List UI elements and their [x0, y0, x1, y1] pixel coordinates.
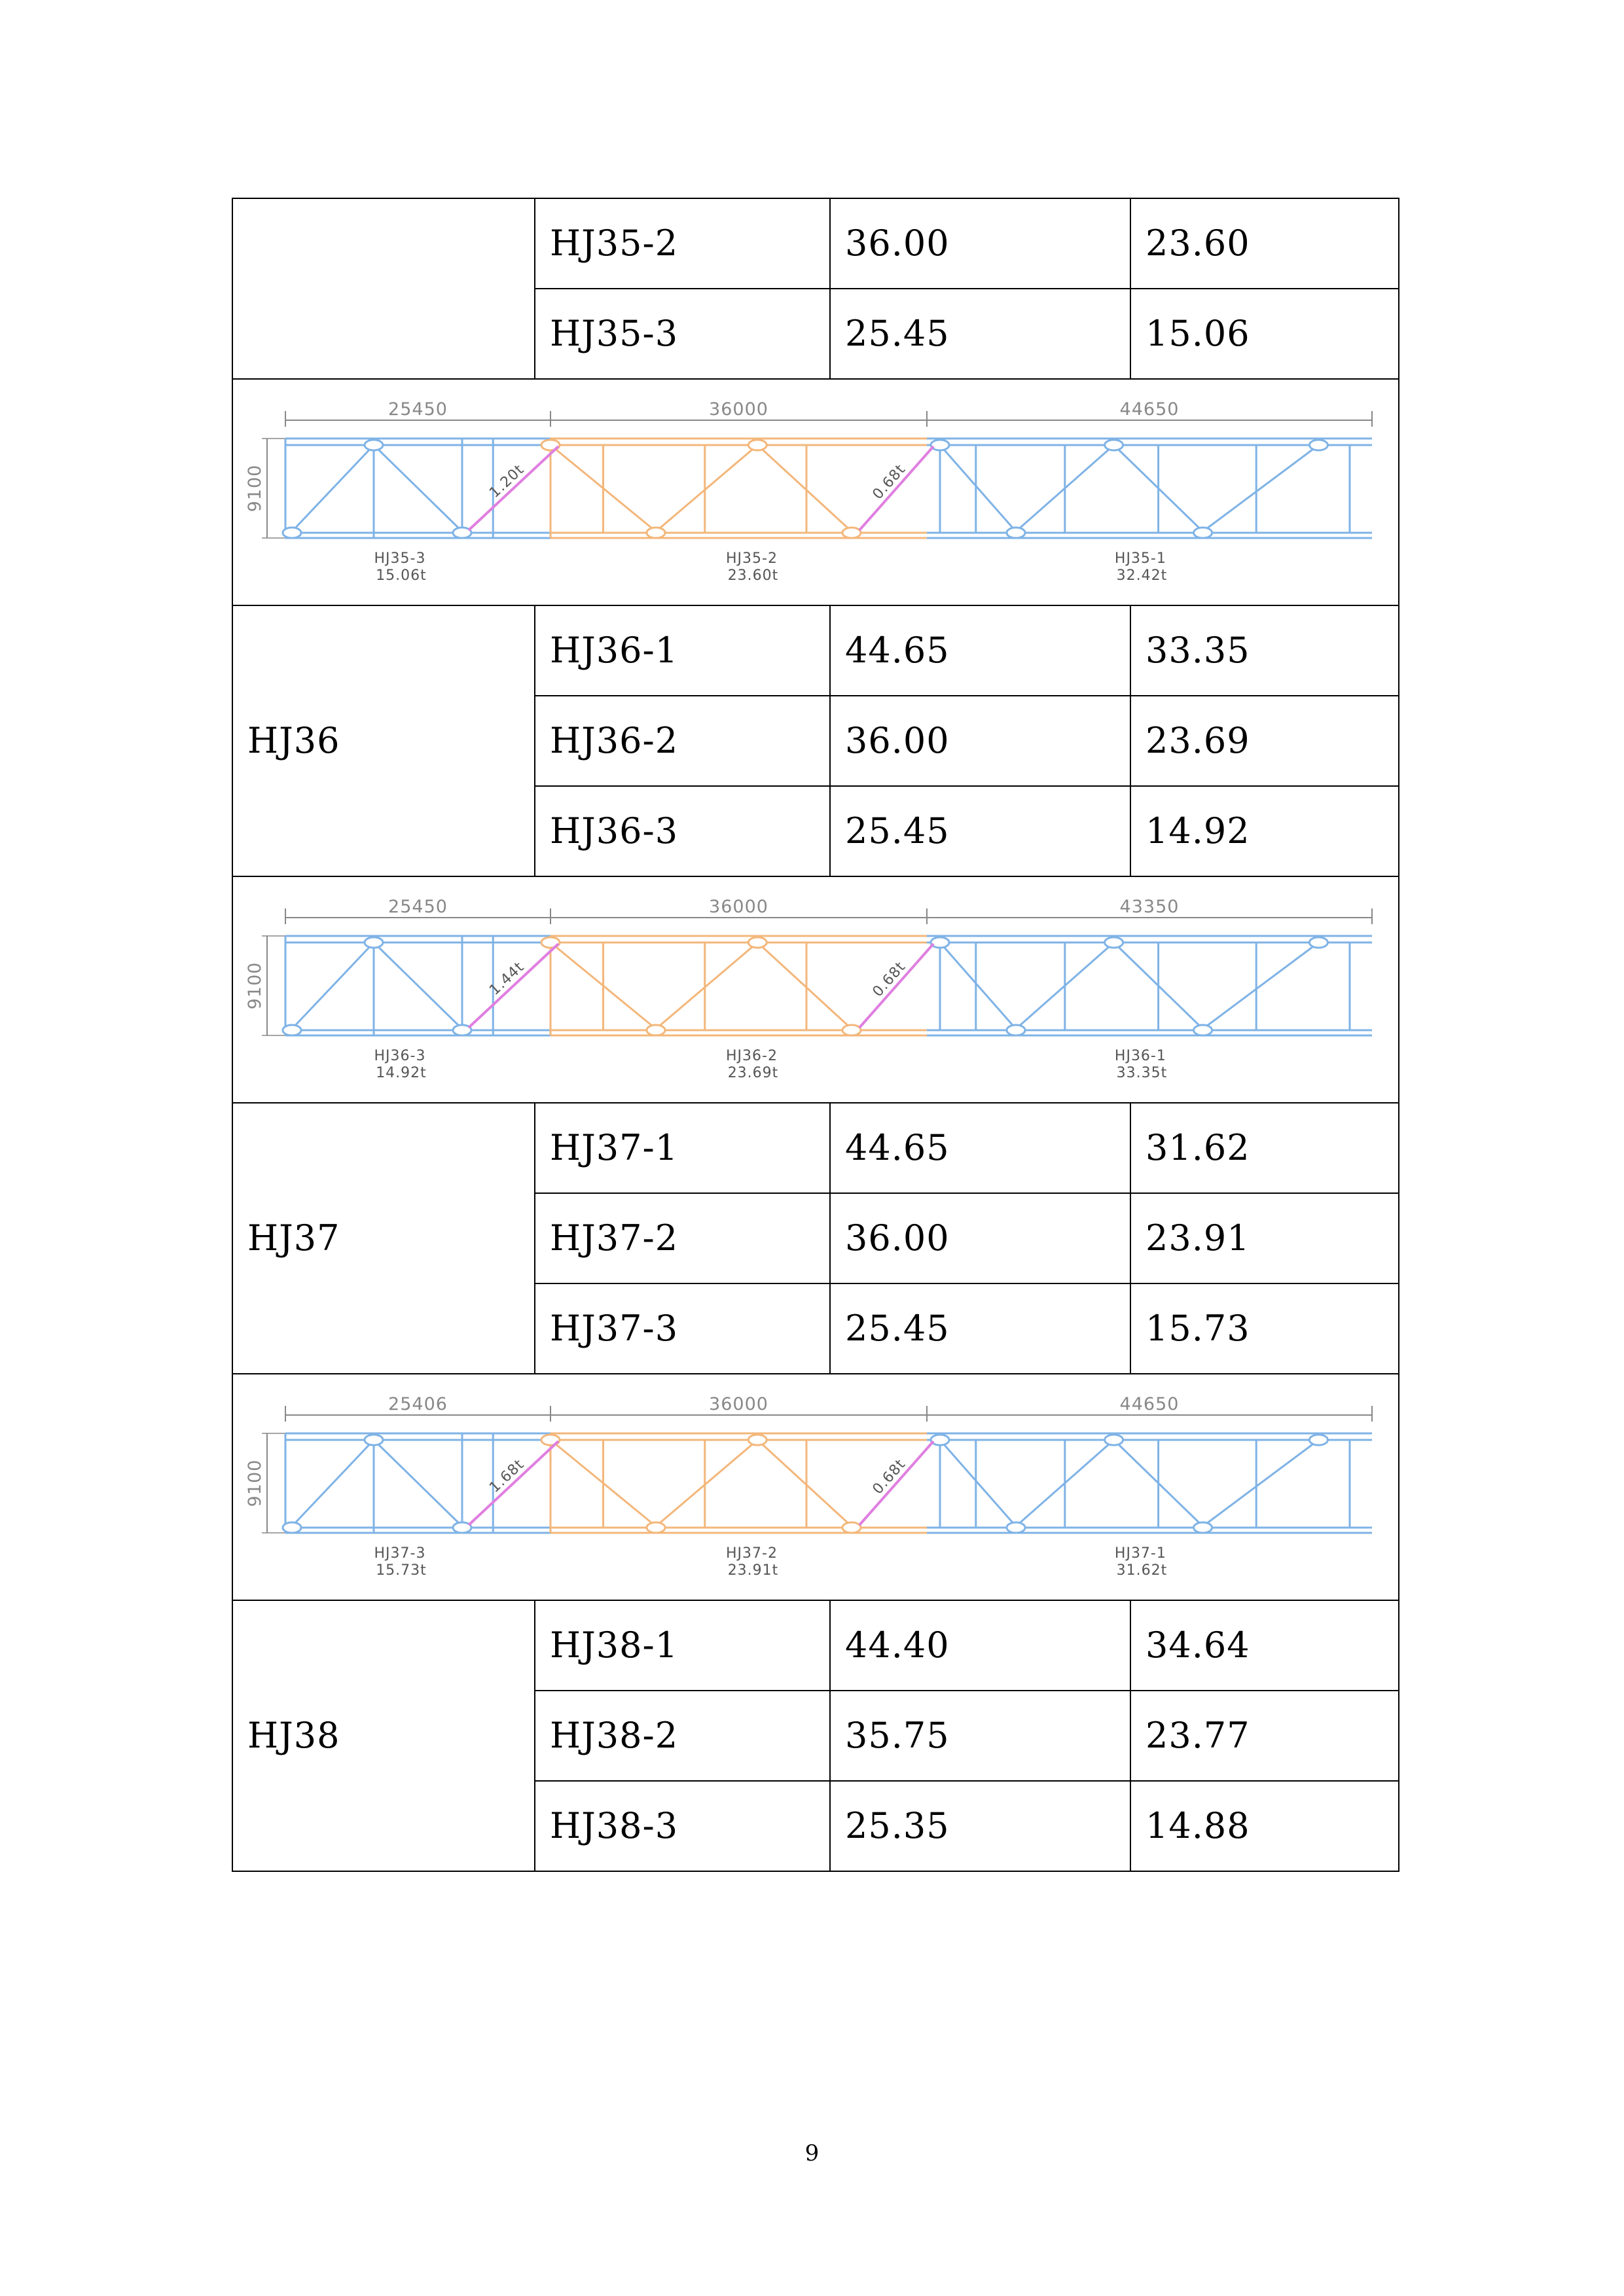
truss-node: [842, 1522, 861, 1533]
segment-label: HJ36-2: [726, 1048, 778, 1064]
weight-cell: 15.06: [1130, 289, 1399, 379]
diagram-row: [232, 1374, 1399, 1600]
truss-segment: [927, 439, 1372, 538]
truss-node: [931, 440, 949, 450]
group-cell: HJ38: [232, 1600, 535, 1871]
segment-name-cell: HJ38-1: [535, 1600, 830, 1691]
group-cell: [232, 198, 535, 379]
segment-weight-label: 23.69t: [727, 1065, 779, 1081]
truss-diagram: [233, 380, 1398, 605]
truss-segment: [927, 936, 1372, 1035]
connector-member: [469, 1441, 558, 1525]
segment-weight-label: 23.60t: [727, 567, 779, 584]
truss-node: [748, 937, 767, 948]
diagonal-member: [292, 942, 374, 1029]
truss-node: [931, 1435, 949, 1445]
page-number: 9: [804, 2140, 820, 2166]
diagonal-member: [656, 942, 757, 1029]
length-cell: 25.45: [830, 289, 1130, 379]
truss-node: [931, 937, 949, 948]
truss-node: [842, 528, 861, 538]
diagonal-member: [656, 1440, 757, 1526]
connector-member: [859, 446, 933, 530]
span-dimension-label: 25450: [388, 399, 448, 420]
segment-label: HJ36-3: [374, 1048, 426, 1064]
table-row: [232, 198, 1399, 289]
length-cell: 44.40: [830, 1600, 1130, 1691]
segment-label: HJ36-1: [1114, 1048, 1166, 1064]
weight-cell: 23.60: [1130, 198, 1399, 289]
segment-weight-label: 15.73t: [376, 1562, 427, 1579]
truss-node: [1105, 937, 1123, 948]
span-dimension-label: 25406: [388, 1394, 448, 1414]
segment-name-cell: HJ35-3: [535, 289, 830, 379]
truss-node: [283, 1025, 301, 1035]
truss-node: [1309, 1435, 1327, 1445]
truss-node: [1194, 1522, 1212, 1533]
truss-segment: [550, 936, 927, 1035]
segment-weight-label: 14.92t: [376, 1065, 427, 1081]
diagonal-member: [757, 942, 852, 1029]
span-dimension-label: 36000: [709, 399, 768, 420]
segment-name-cell: HJ37-2: [535, 1193, 830, 1283]
truss-node: [1309, 440, 1327, 450]
truss-node: [283, 528, 301, 538]
diagonal-member: [374, 1440, 462, 1526]
diagonal-member: [374, 942, 462, 1029]
length-cell: 25.35: [830, 1781, 1130, 1871]
truss-node: [647, 528, 665, 538]
truss-segment: [550, 439, 927, 538]
segment-name-cell: HJ38-2: [535, 1691, 830, 1781]
diagram-row: [232, 379, 1399, 605]
truss-node: [1105, 1435, 1123, 1445]
span-dimension-label: 43350: [1119, 897, 1180, 917]
connector-weight-label: 1.44t: [486, 958, 528, 999]
segment-weight-label: 23.91t: [727, 1562, 779, 1579]
length-cell: 36.00: [830, 198, 1130, 289]
length-cell: 35.75: [830, 1691, 1130, 1781]
truss-node: [748, 440, 767, 450]
segment-weight-label: 32.42t: [1116, 567, 1168, 584]
weight-cell: 31.62: [1130, 1103, 1399, 1193]
segment-name-cell: HJ38-3: [535, 1781, 830, 1871]
length-cell: 36.00: [830, 696, 1130, 786]
segment-name-cell: HJ37-3: [535, 1283, 830, 1374]
weight-cell: 23.91: [1130, 1193, 1399, 1283]
truss-node: [1194, 528, 1212, 538]
span-dimension-label: 44650: [1119, 1394, 1180, 1414]
segment-name-cell: HJ35-2: [535, 198, 830, 289]
group-cell: HJ36: [232, 605, 535, 876]
diagonal-member: [292, 1440, 374, 1526]
segment-name-cell: HJ36-1: [535, 605, 830, 696]
length-cell: 36.00: [830, 1193, 1130, 1283]
truss-node: [647, 1025, 665, 1035]
height-dimension-label: 9100: [245, 961, 265, 1010]
truss-node: [1007, 528, 1025, 538]
table-row: [232, 1103, 1399, 1193]
connector-weight-label: 0.68t: [869, 1456, 909, 1498]
segment-weight-label: 33.35t: [1116, 1065, 1168, 1081]
connector-weight-label: 0.68t: [869, 461, 909, 503]
weight-cell: 23.77: [1130, 1691, 1399, 1781]
truss-diagram-cell: [232, 876, 1399, 1103]
diagonal-member: [1203, 1440, 1319, 1526]
height-dimension-label: 9100: [245, 1459, 265, 1507]
truss-node: [365, 440, 383, 450]
truss-node: [748, 1435, 767, 1445]
segment-label: HJ37-3: [374, 1545, 426, 1562]
truss-node: [1007, 1522, 1025, 1533]
truss-node: [1007, 1025, 1025, 1035]
diagonal-member: [292, 445, 374, 531]
weight-cell: 33.35: [1130, 605, 1399, 696]
weight-cell: 34.64: [1130, 1600, 1399, 1691]
table-row: [232, 605, 1399, 696]
segment-name-cell: HJ36-2: [535, 696, 830, 786]
length-cell: 44.65: [830, 605, 1130, 696]
truss-node: [647, 1522, 665, 1533]
height-dimension-label: 9100: [245, 464, 265, 512]
span-dimension-label: 25450: [388, 897, 448, 917]
diagonal-member: [374, 445, 462, 531]
weight-cell: 23.69: [1130, 696, 1399, 786]
truss-node: [1105, 440, 1123, 450]
segment-name-cell: HJ37-1: [535, 1103, 830, 1193]
segment-label: HJ37-2: [726, 1545, 778, 1562]
connector-member: [469, 944, 558, 1028]
segment-label: HJ35-1: [1114, 550, 1166, 567]
segment-weight-label: 15.06t: [376, 567, 427, 584]
connector-member: [859, 1441, 933, 1525]
truss-node: [842, 1025, 861, 1035]
weight-cell: 15.73: [1130, 1283, 1399, 1374]
truss-diagram: [233, 1374, 1398, 1600]
diagonal-member: [656, 445, 757, 531]
segment-label: HJ37-1: [1114, 1545, 1166, 1562]
span-dimension-label: 36000: [709, 897, 768, 917]
span-dimension-label: 44650: [1119, 399, 1180, 420]
diagonal-member: [757, 445, 852, 531]
connector-member: [859, 944, 933, 1028]
segment-label: HJ35-2: [726, 550, 778, 567]
table-row: [232, 1600, 1399, 1691]
span-dimension-label: 36000: [709, 1394, 768, 1414]
group-cell: HJ37: [232, 1103, 535, 1374]
diagonal-member: [757, 1440, 852, 1526]
truss-node: [365, 937, 383, 948]
diagonal-member: [1203, 942, 1319, 1029]
connector-weight-label: 0.68t: [869, 958, 909, 1001]
truss-diagram-cell: [232, 1374, 1399, 1600]
truss-diagram-cell: [232, 379, 1399, 605]
truss-diagram: [233, 877, 1398, 1102]
truss-weight-table: [232, 198, 1399, 1872]
truss-node: [1194, 1025, 1212, 1035]
connector-member: [469, 446, 558, 530]
diagonal-member: [1203, 445, 1319, 531]
truss-segment: [550, 1433, 927, 1533]
segment-weight-label: 31.62t: [1116, 1562, 1168, 1579]
length-cell: 44.65: [830, 1103, 1130, 1193]
connector-weight-label: 1.68t: [486, 1456, 528, 1496]
diagonal-member: [940, 1440, 1016, 1526]
truss-segment: [927, 1433, 1372, 1533]
weight-cell: 14.88: [1130, 1781, 1399, 1871]
segment-name-cell: HJ36-3: [535, 786, 830, 876]
truss-node: [1309, 937, 1327, 948]
truss-node: [283, 1522, 301, 1533]
diagonal-member: [940, 942, 1016, 1029]
length-cell: 25.45: [830, 1283, 1130, 1374]
segment-label: HJ35-3: [374, 550, 426, 567]
diagonal-member: [940, 445, 1016, 531]
weight-cell: 14.92: [1130, 786, 1399, 876]
diagram-row: [232, 876, 1399, 1103]
truss-node: [365, 1435, 383, 1445]
length-cell: 25.45: [830, 786, 1130, 876]
connector-weight-label: 1.20t: [486, 461, 528, 501]
